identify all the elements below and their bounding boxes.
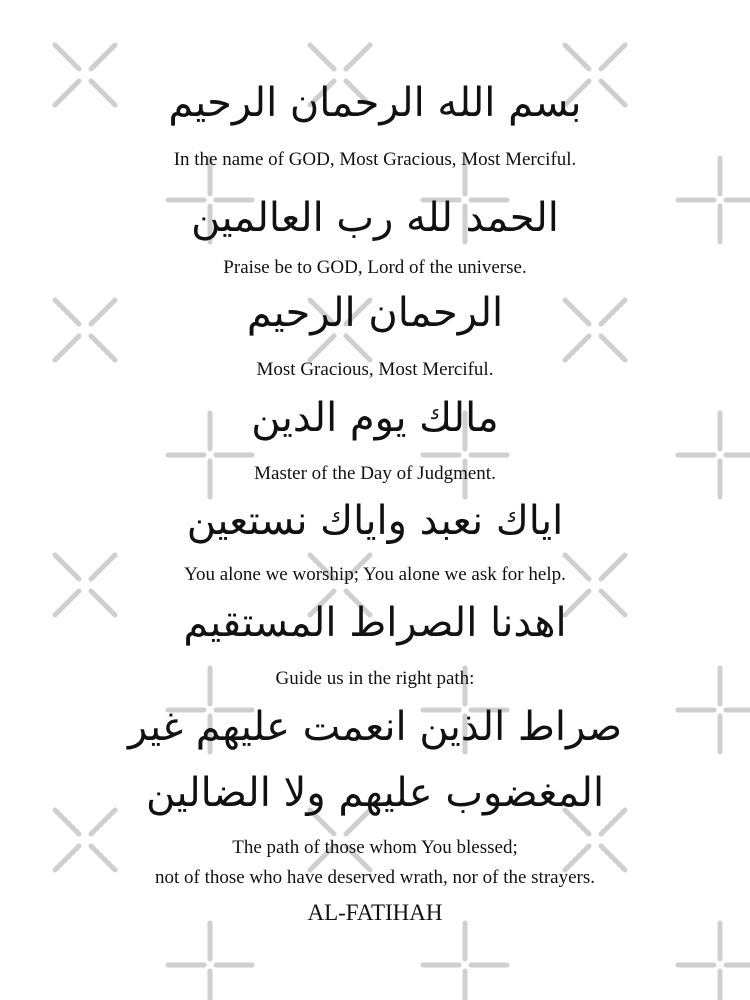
- verse-7-english-line-2: not of those who have deserved wrath, nor of the strayers.: [154, 867, 596, 888]
- verse-1-english: In the name of GOD, Most Gracious, Most Merciful.: [173, 149, 577, 170]
- watermark-x: [55, 45, 79, 69]
- watermark-x: [91, 45, 115, 69]
- watermark-x: [565, 45, 589, 69]
- verse-3-arabic: الرحمان الرحيم: [246, 290, 504, 336]
- verse-7-arabic-line-1: صراط الذين انعمت عليهم غير: [127, 704, 623, 750]
- watermark-x: [310, 45, 334, 69]
- verse-6-arabic: اهدنا الصراط المستقيم: [183, 600, 567, 646]
- watermark-x: [346, 45, 370, 69]
- verse-5-arabic: اياك نعبد واياك نستعين: [186, 498, 564, 544]
- verse-1-arabic: بسم الله الرحمان الرحيم: [168, 80, 582, 126]
- verse-3-english: Most Gracious, Most Merciful.: [256, 359, 494, 380]
- watermark-x: [601, 45, 625, 69]
- verse-4-english: Master of the Day of Judgment.: [254, 463, 496, 484]
- verse-2-arabic: الحمد لله رب العالمين: [191, 195, 559, 241]
- verse-5-english: You alone we worship; You alone we ask for help.: [184, 564, 566, 585]
- verse-7-english-line-1: The path of those whom You blessed;: [232, 837, 518, 858]
- verse-4-arabic: مالك يوم الدين: [251, 395, 499, 441]
- verse-6-english: Guide us in the right path:: [275, 668, 475, 689]
- verse-2-english: Praise be to GOD, Lord of the universe.: [223, 257, 527, 278]
- surah-title: AL-FATIHAH: [307, 900, 443, 925]
- verse-7-arabic-line-2: المغضوب عليهم ولا الضالين: [145, 770, 605, 816]
